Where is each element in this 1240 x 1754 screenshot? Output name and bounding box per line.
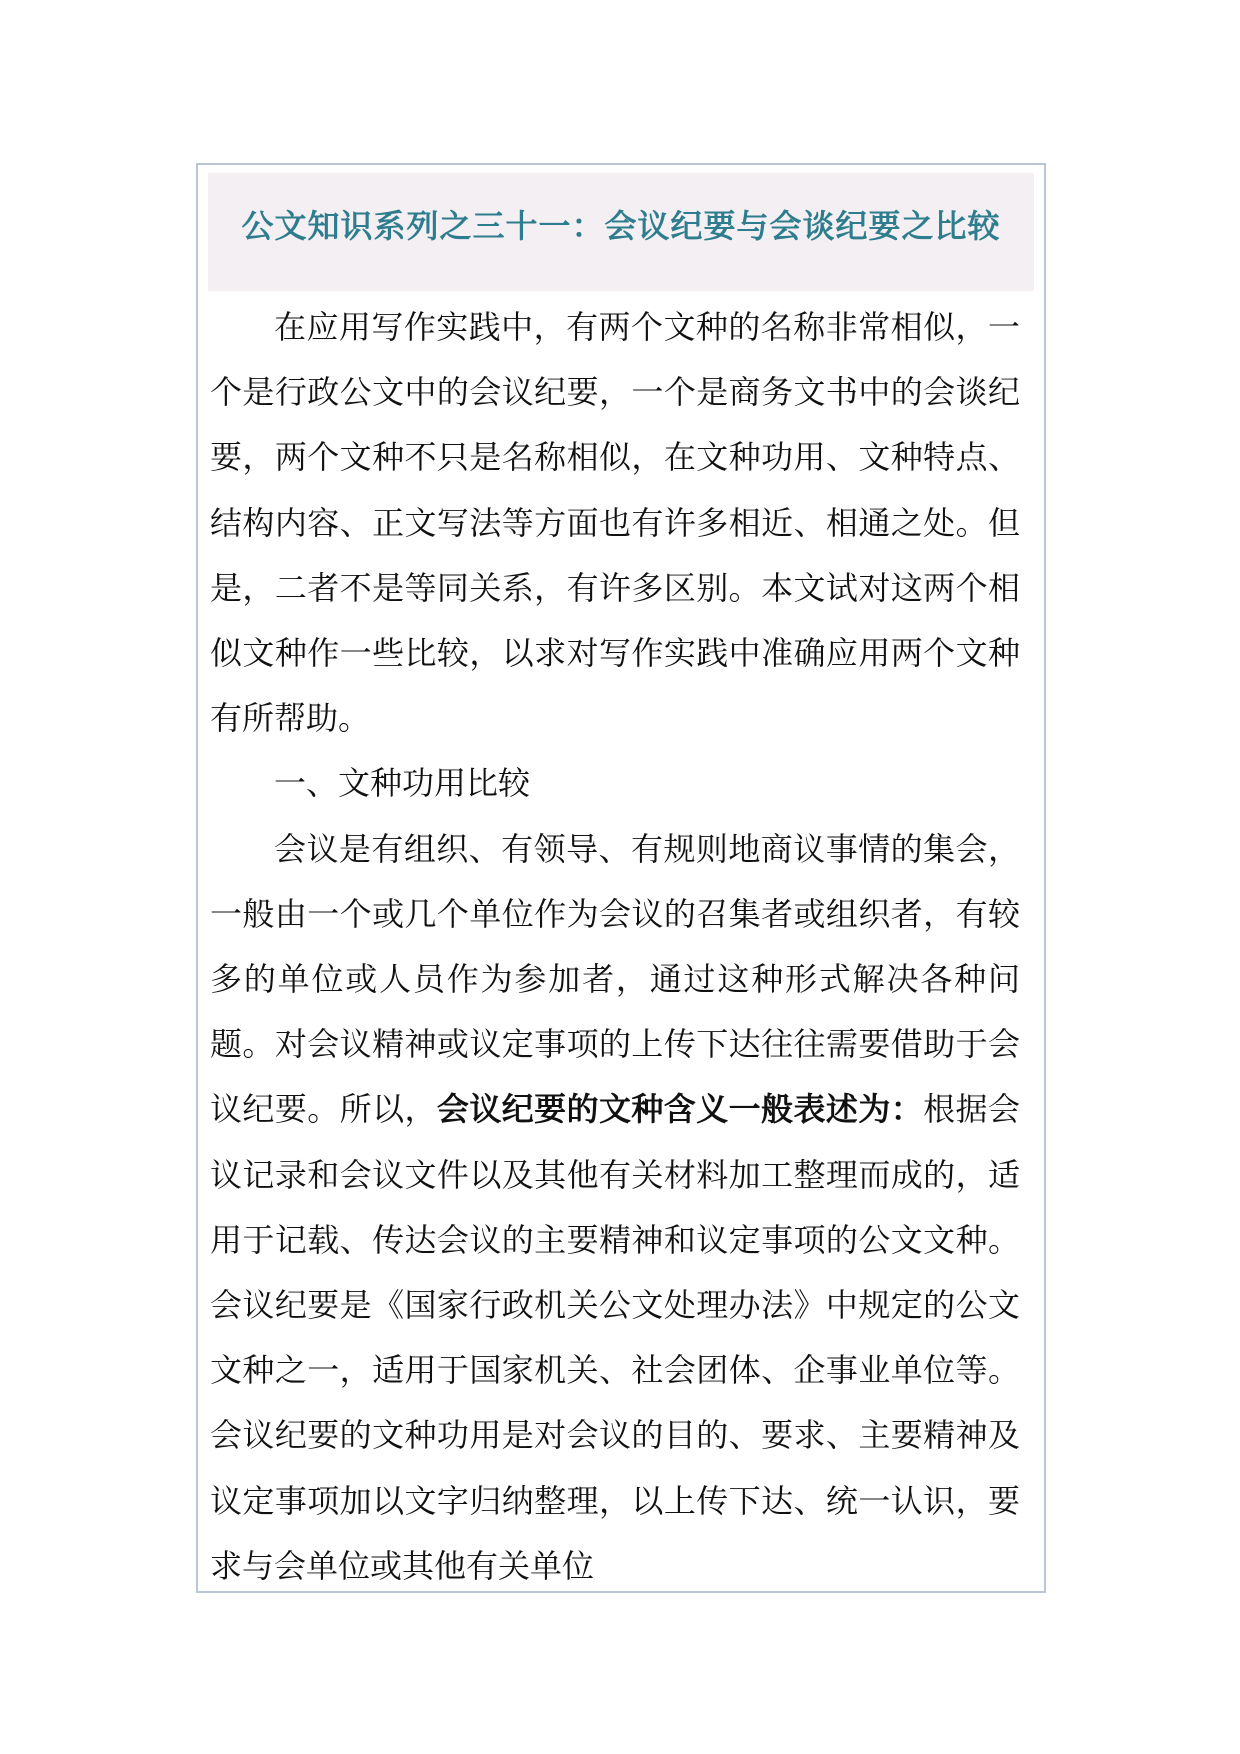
paragraph-text-before-bold: 会议是有组织、有领导、有规则地商议事情的集会，一般由一个或几个单位作为会议的召集者或组织者，有较多的单位或人员作为参加者，通过这种形式解决各种问题。对会议精神或议定事项的上传下达往往需要借助于会议纪要。所以， <box>210 829 1020 1129</box>
bold-definition-phrase: 会议纪要的文种含义一般表述为： <box>436 1090 924 1129</box>
paragraph-intro: 在应用写作实践中，有两个文种的名称非常相似，一个是行政公文中的会议纪要，一个是商务文书中的会谈纪要，两个文种不只是名称相似，在文种功用、文种特点、结构内容、正文写法等方面也有许多相近、相通之处。但是，二者不是等同关系，有许多区别。本文试对这两个相似文种作一些比较，以求对写作实践中准确应用两个文种有所帮助。 <box>210 308 1020 738</box>
paragraph-text-after-bold: 根据会议记录和会议文件以及其他有关材料加工整理而成的，适用于记载、传达会议的主要精神和议定事项的公文文种。会议纪要是《国家行政机关公文处理办法》中规定的公文文种之一，适用于国家机关、社会团体、企事业单位等。会议纪要的文种功用是对会议的目的、要求、主要精神及议定事项加以文字归纳整理，以上传下达、统一认识，要求与会单位或其他有关单位 <box>210 1090 1020 1585</box>
title-band <box>208 173 1034 291</box>
document-body <box>210 295 1020 1599</box>
paragraph-meeting-minutes-definition <box>210 817 1020 1599</box>
document-frame <box>196 163 1046 1593</box>
document-title: 公文知识系列之三十一：会议纪要与会谈纪要之比较 <box>241 207 1001 245</box>
section-heading-function-comparison: 一、文种功用比较 <box>274 764 531 803</box>
